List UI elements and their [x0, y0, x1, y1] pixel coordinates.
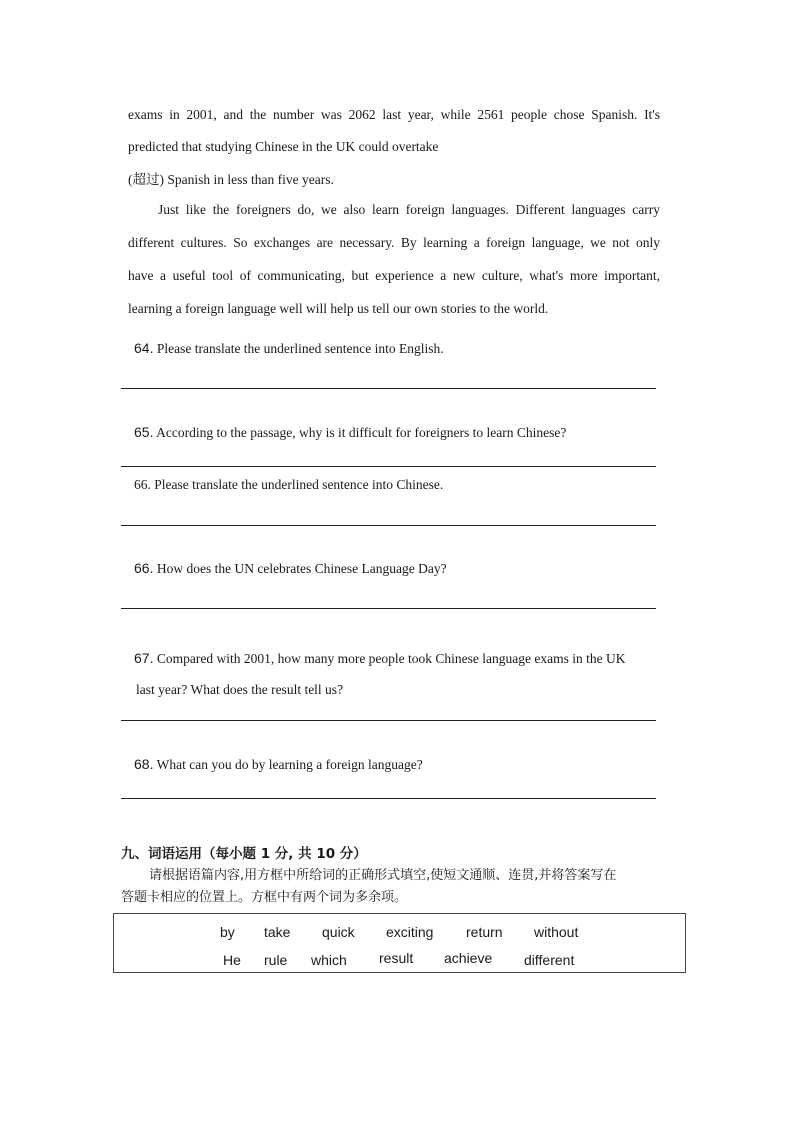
question-number: 64.	[134, 340, 154, 356]
word-bank-item: different	[524, 952, 575, 968]
question-text: What can you do by learning a foreign language?	[156, 757, 423, 772]
passage-line-1: exams in 2001, and the number was 2062 last year, while 2561 people chose Spanish. It's	[128, 107, 660, 122]
section-instruction-2: 答题卡相应的位置上。方框中有两个词为多余项。	[121, 890, 408, 905]
word-bank-item: without	[534, 924, 579, 940]
question-68	[134, 756, 423, 773]
word-bank-item: return	[466, 924, 503, 940]
question-number: 66.	[134, 560, 154, 576]
question-number: 65.	[134, 424, 154, 440]
word-bank-box	[113, 913, 686, 973]
passage-line-2: predicted that studying Chinese in the UK could overtake	[128, 139, 439, 154]
question-66-translate	[134, 477, 443, 493]
question-65	[134, 424, 566, 441]
answer-line[interactable]	[121, 388, 656, 389]
section-title: 九、词语运用（每小题 1 分, 共 10 分）	[121, 846, 367, 862]
word-bank-item: result	[379, 950, 414, 966]
passage-line-6: have a useful tool of communicating, but experience a new culture, what's more important,	[128, 268, 660, 283]
section-instruction-1: 请根据语篇内容,用方框中所给词的正确形式填空,使短文通顺、连贯,并将答案写在	[149, 868, 617, 883]
question-text: Compared with 2001, how many more people took Chinese language exams in the UK	[156, 651, 626, 666]
question-number: 67.	[134, 650, 154, 666]
answer-line[interactable]	[121, 720, 656, 721]
question-67-continued: last year? What does the result tell us?	[136, 682, 344, 697]
word-bank-item: quick	[322, 924, 355, 940]
word-bank-item: take	[264, 924, 291, 940]
question-number: 68.	[134, 756, 154, 772]
passage-line-4: Just like the foreigners do, we also learn foreign languages. Different languages carry	[158, 202, 660, 217]
answer-line[interactable]	[121, 608, 656, 609]
word-bank-item: exciting	[386, 924, 434, 940]
answer-line[interactable]	[121, 525, 656, 526]
question-text: How does the UN celebrates Chinese Language Day?	[156, 561, 447, 576]
question-text: According to the passage, why is it difficult for foreigners to learn Chinese?	[156, 425, 567, 440]
passage-line-3: (超过) Spanish in less than five years.	[128, 172, 334, 187]
word-bank-item: rule	[264, 952, 288, 968]
passage-line-7: learning a foreign language well will help us tell our own stories to the world.	[128, 301, 549, 316]
answer-line[interactable]	[121, 798, 656, 799]
word-bank-item: which	[311, 952, 347, 968]
word-bank-item: by	[220, 924, 235, 940]
question-67	[134, 650, 626, 667]
word-bank-item: He	[223, 952, 241, 968]
answer-line[interactable]	[121, 466, 656, 467]
question-66	[134, 560, 447, 577]
question-text: 66. Please translate the underlined sentence into Chinese.	[134, 477, 444, 492]
passage-line-5: different cultures. So exchanges are necessary. By learning a foreign language, we not only	[128, 235, 660, 250]
question-text: Please translate the underlined sentence into English.	[156, 341, 444, 356]
word-bank-item: achieve	[444, 950, 493, 966]
question-64	[134, 340, 444, 357]
